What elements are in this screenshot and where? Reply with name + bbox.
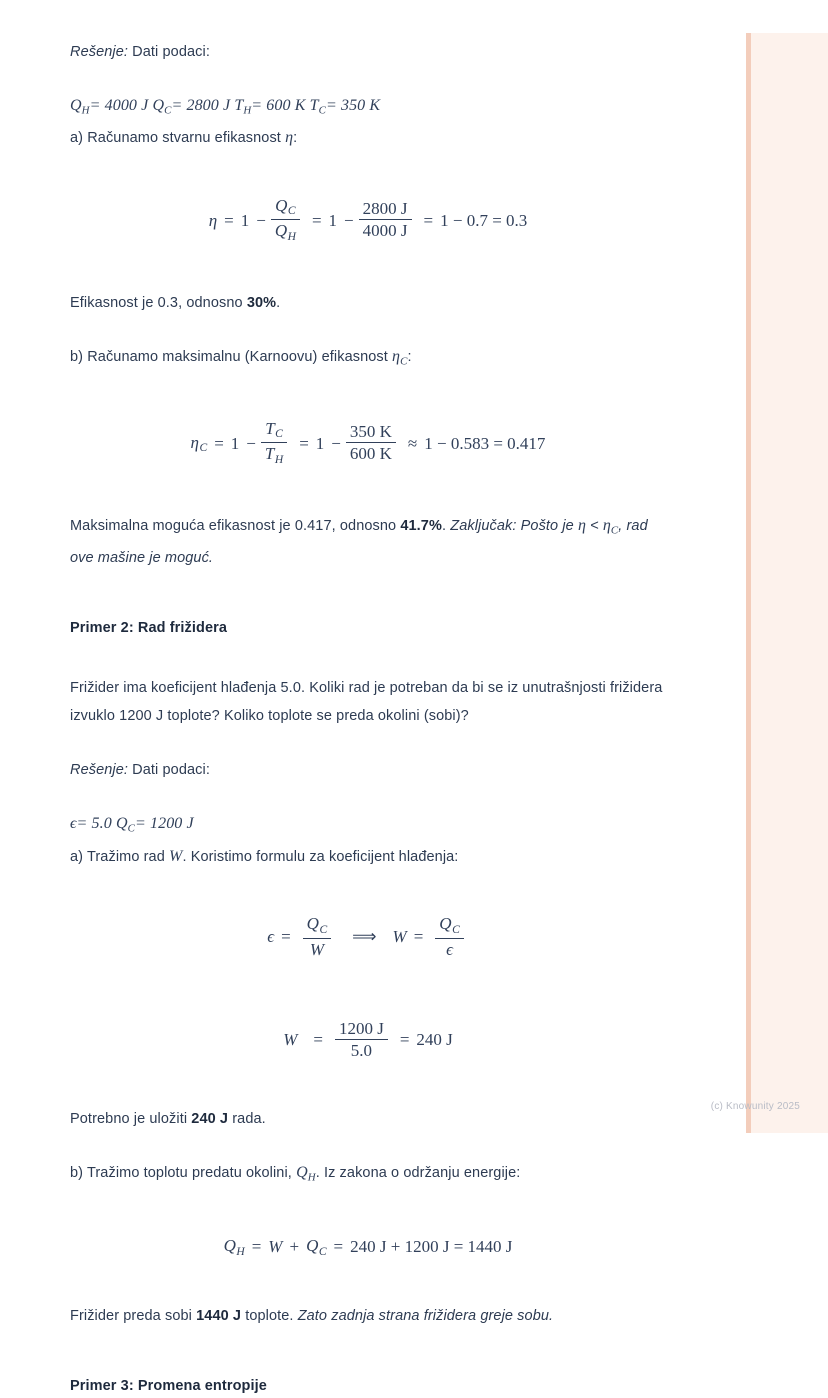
eta-symbol-inline: η — [285, 129, 294, 147]
th-value: = 600 K — [251, 97, 306, 114]
equation-coefficient-definition: ϵ = $\frac{Q_C}{W}$ ⟹ W = $\frac{Q_C}{\epsilon}$ — [70, 915, 666, 960]
solution-label-2 — [70, 756, 666, 784]
decorative-edge-stripe-line — [746, 33, 751, 1133]
result-b-prefix-2: Frižider preda sobi — [70, 1308, 197, 1324]
given-data-line-2 — [70, 810, 666, 842]
step-a-colon-1: : — [293, 130, 298, 147]
step-b-line-2 — [70, 1159, 666, 1191]
given-intro-2: Dati podaci: — [132, 762, 210, 779]
tc-symbol: $T_C$ — [309, 97, 326, 117]
result-b-mid-2: toplote. — [241, 1308, 298, 1324]
step-a-suffix-2: . Koristimo formulu za koeficijent hlađenja: — [182, 848, 459, 865]
w-symbol-inline: W — [169, 847, 183, 865]
decorative-edge-stripe — [746, 33, 828, 1133]
solution-word-2: Rešenje: — [70, 762, 129, 779]
step-b-colon-1: : — [407, 348, 412, 365]
qh-value: = 4000 J — [89, 97, 149, 114]
example-3-heading: Primer 3: Promena entropije — [70, 1378, 267, 1394]
result-a-value-2: 240 J — [191, 1110, 229, 1127]
tc-value: = 350 K — [325, 97, 381, 114]
example-2-problem: Frižider ima koeficijent hlađenja 5.0. Koliki rad je potreban da bi se iz unutrašnjosti frižidera izvuklo 1200 J toplote? Koliko toplote se preda okolini (sobi)? — [70, 680, 663, 725]
result-b-value: 41.7% — [400, 517, 442, 534]
conclusion-text-2: , rad ove mašine je moguć. — [70, 517, 648, 567]
epsilon-value: = 5.0 — [76, 815, 112, 833]
result-a-suffix-2: rada. — [228, 1110, 266, 1127]
result-b-line-2 — [70, 1302, 666, 1330]
result-b-mid: . — [441, 517, 451, 534]
conclusion-text-1: Zaključak: Pošto je — [450, 517, 578, 534]
result-a-line-2 — [70, 1105, 666, 1133]
document-content — [70, 38, 666, 1398]
result-b-line-1 — [70, 512, 666, 572]
step-a-text-1: a) Računamo stvarnu efikasnost — [70, 130, 281, 147]
equation-efficiency-actual: η = 1 − $\frac{Q_C}{Q_H}$ = 1 − $\frac{2800 J}{4000 J}$ = 1 − 0.7 = 0.3 — [208, 195, 528, 244]
step-b-prefix-2: b) Tražimo toplotu predatu okolini, — [70, 1164, 297, 1181]
qc-symbol: $Q_C$ — [152, 97, 172, 117]
fraction-1200-5: $\frac{1200 J}{5.0}$ — [335, 1019, 388, 1060]
fraction-qc-epsilon: $\frac{Q_C}{\epsilon}$ — [435, 914, 463, 959]
solution-word-1: Rešenje: — [70, 44, 129, 60]
step-b-text-1: b) Računamo maksimalnu (Karnoovu) efikasnost — [70, 348, 388, 365]
fraction-qc-w: $\frac{Q_C}{W}$ — [303, 914, 331, 959]
result-a-value: 30% — [246, 294, 277, 311]
equation-work-value: W = $\frac{1200 J}{5.0}$ = 240 J — [283, 1018, 453, 1060]
result-b-prefix: Maksimalna moguća efikasnost je 0.417, odnosno — [70, 517, 401, 534]
result-a-prefix: Efikasnost je 0.3, odnosno — [70, 294, 247, 311]
implies-arrow: ⟹ — [352, 927, 377, 947]
copyright-watermark: (c) Knowunity 2025 — [710, 1101, 800, 1112]
step-b-line-1 — [70, 343, 666, 375]
fraction-qc-qh: $\frac{Q_C}{Q_H}$ — [271, 196, 300, 244]
equation-efficiency-carnot: $\eta_C$ = 1 − $\frac{T_C}{T_H}$ = 1 − $\frac{350 K}{600 K}$ ≈ 1 − 0.583 = 0.417 — [190, 418, 546, 467]
step-a-prefix-2: a) Tražimo rad — [70, 848, 169, 865]
conclusion-lt: < — [586, 517, 603, 534]
epsilon-symbol: ϵ — [70, 815, 77, 833]
result-b-note-2: Zato zadnja strana frižidera greje sobu. — [297, 1308, 554, 1324]
qc-value-2: = 1200 J — [135, 815, 194, 833]
qc-value: = 2800 J — [171, 97, 231, 114]
result-a-prefix-2: Potrebno je uložiti — [70, 1110, 192, 1127]
example-2-heading: Primer 2: Rad frižidera — [70, 620, 228, 637]
step-a-line-2 — [70, 843, 666, 871]
equation-energy-conservation: $Q_H$ = W + $Q_C$ = 240 J + 1200 J = 1440 J — [223, 1236, 513, 1258]
fraction-350-600: $\frac{350 K}{600 K}$ — [346, 422, 396, 463]
given-intro-1: Dati podaci: — [132, 44, 210, 60]
eta-c-symbol-inline: $\eta_C$ — [392, 347, 408, 368]
qc-symbol-2: $Q_C$ — [115, 815, 135, 835]
solution-label-1 — [70, 38, 666, 66]
conclusion-eta: η — [577, 516, 587, 534]
given-data-line-1 — [70, 92, 666, 124]
result-b-value-2: 1440 J — [196, 1308, 242, 1324]
step-a-line-1 — [70, 124, 666, 152]
result-a-line-1 — [70, 289, 666, 317]
fraction-2800-4000: $\frac{2800 J}{4000 J}$ — [359, 199, 412, 240]
result-a-suffix: . — [276, 294, 281, 311]
qh-symbol-inline-2: $Q_H$ — [296, 1163, 316, 1184]
fraction-tc-th: $\frac{T_C}{T_H}$ — [261, 419, 287, 467]
conclusion-eta-c: $\eta_C$ — [602, 516, 619, 537]
step-b-suffix-2: . Iz zakona o održanju energije: — [315, 1164, 521, 1181]
th-symbol: $T_H$ — [234, 97, 252, 117]
qh-symbol: $Q_H$ — [70, 97, 90, 117]
